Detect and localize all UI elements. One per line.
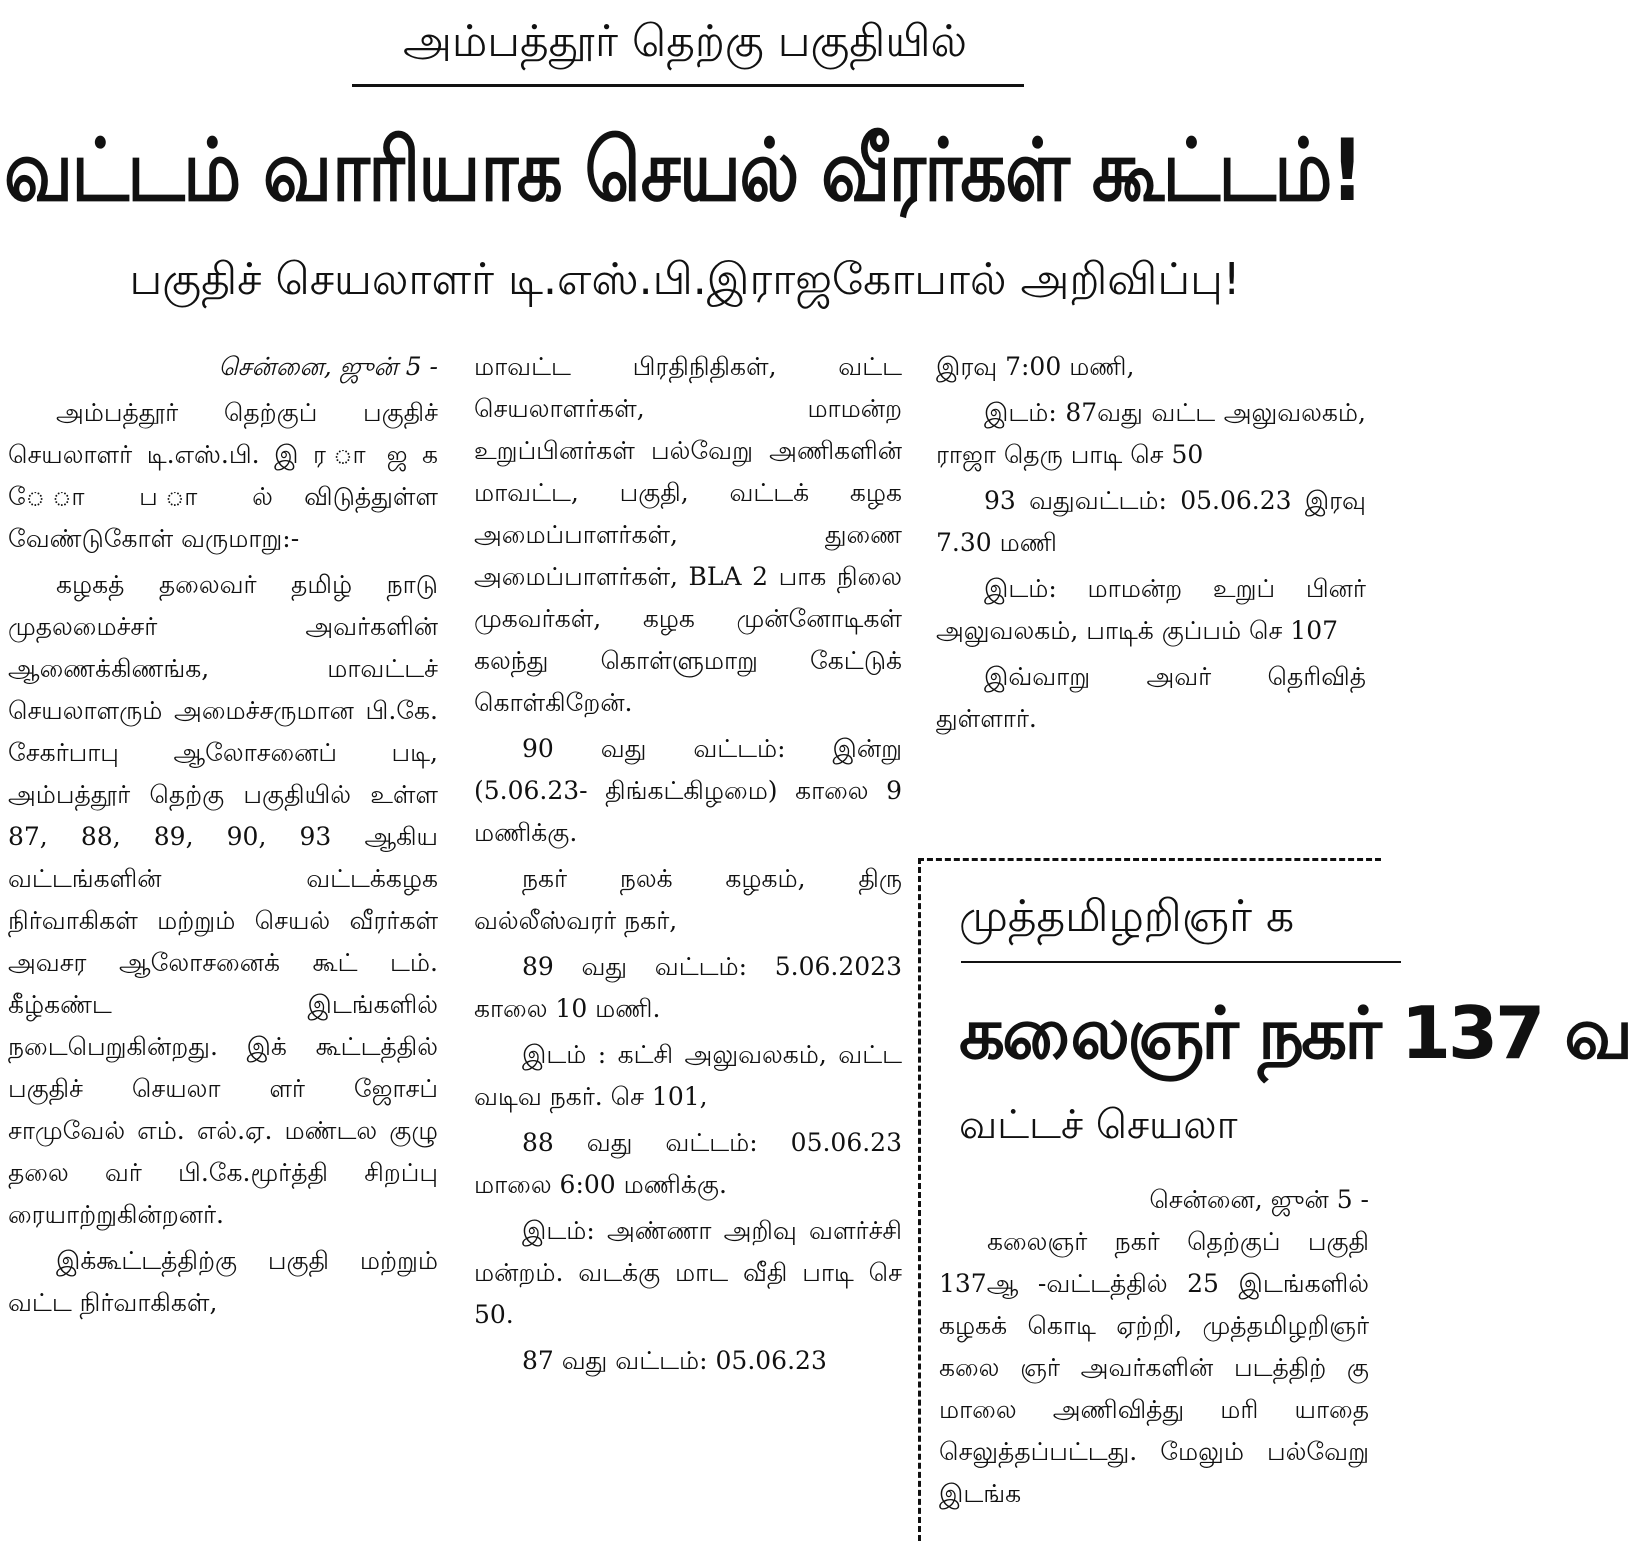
subheadline: பகுதிச் செயலாளர் டி.எஸ்.பி.இராஜகோபால் அறிவிப்பு! (129, 254, 1241, 305)
article-paragraph: 87 வது வட்டம்: 05.06.23 (522, 1346, 827, 1375)
sidebar-dateline: சென்னை, ஜுன் 5 - (1149, 1185, 1369, 1214)
article-paragraph: 89 வது வட்டம்: 5.06.2023 காலை 10 மணி. (474, 952, 902, 1023)
article-paragraph: இரவு 7:00 மணி, (936, 352, 1135, 381)
article-paragraph: இக்கூட்டத்திற்கு பகுதி மற்றும் வட்ட நிர்வாகிகள், (8, 1246, 438, 1317)
sidebar-kicker: முத்தமிழறிஞர் க (959, 891, 1295, 942)
article-paragraph: மாவட்ட பிரதிநிதிகள், வட்ட செயலாளர்கள், மாமன்ற உறுப்பினர்கள் பல்வேறு அணிகளின் மாவட்ட, பகுதி, வட்டக் கழக அமைப்பாளர்கள், துணை அமைப்பாளர்கள், BLA 2 பாக நிலை முகவர்கள், கழக முன்னோடிகள் கலந்து கொள்ளுமாறு கேட்டுக் கொள்கிறேன். (474, 352, 902, 717)
article-paragraph: இவ்வாறு அவர் தெரிவித் துள்ளார். (936, 662, 1366, 733)
article-paragraph: 90 வது வட்டம்: இன்று (5.06.23- திங்கட்கிழமை) காலை 9 மணிக்கு. (474, 734, 902, 847)
article-paragraph: 93 வதுவட்டம்: 05.06.23 இரவு 7.30 மணி (936, 486, 1366, 557)
headline-text: வட்டம் வாரியாக செயல் வீரர்கள் கூட்டம்! (4, 121, 1362, 221)
article-paragraph: கழகத் தலைவர் தமிழ் நாடு முதலமைச்சர் அவர்களின் ஆணைக்கிணங்க, மாவட்டச் செயலாளரும் அமைச்சருமான பி.கே. சேகர்பாபு ஆலோசனைப் படி, அம்பத்தூர் தெற்கு பகுதியில் உள்ள 87, 88, 89, 90, 93 ஆகிய வட்டங்களின் வட்டக்கழக நிர்வாகிகள் மற்றும் செயல் வீரர்கள் அவசர ஆலோசனைக் கூட் டம். கீழ்கண்ட இடங்களில் நடைபெறுகின்றது. இக் கூட்டத்தில் பகுதிச் செயலா ளர் ஜோசப் சாமுவேல் எம். எல்.ஏ. மண்டல குழு தலை வர் பி.கே.மூர்த்தி சிறப்பு ரையாற்றுகின்றனர். (8, 570, 438, 1229)
article-paragraph: இடம்: 87வது வட்ட அலுவலகம், ராஜா தெரு பாடி செ 50 (936, 398, 1366, 469)
sidebar-story-box (918, 858, 1630, 1541)
sidebar-body (939, 1179, 1369, 1515)
sidebar-kicker-rule (961, 961, 1401, 963)
article-paragraph: நகர் நலக் கழகம், திரு வல்லீஸ்வரர் நகர், (474, 864, 902, 935)
sidebar-headline: கலைஞர் நகர் 137 வ (959, 991, 1630, 1075)
sidebar-subheadline: வட்டச் செயலா (959, 1102, 1238, 1148)
article-column-2 (474, 346, 902, 1526)
article-paragraph: இடம்: மாமன்ற உறுப் பினர் அலுவலகம், பாடிக் குப்பம் செ 107 (936, 574, 1366, 645)
article-paragraph: இடம்: அண்ணா அறிவு வளர்ச்சி மன்றம். வடக்கு மாட வீதி பாடி செ 50. (474, 1216, 902, 1329)
sidebar-paragraph: கலைஞர் நகர் தெற்குப் பகுதி 137ஆ -வட்டத்தில் 25 இடங்களில் கழகக் கொடி ஏற்றி, முத்தமிழறிஞர் கலை ஞர் அவர்களின் படத்திற் கு மாலை அணிவித்து மரி யாதை செலுத்தப்பட்டது. மேலும் பல்வேறு இடங்க (939, 1227, 1369, 1508)
kicker-rule (352, 84, 1024, 87)
article-paragraph: அம்பத்தூர் தெற்குப் பகுதிச் செயலாளர் டி.எஸ்.பி. இ ர ா ஜ க ே ா ப ா ல் விடுத்துள்ள வேண்டுகோள் வருமாறு:- (8, 398, 438, 553)
article-paragraph: 88 வது வட்டம்: 05.06.23 மாலை 6:00 மணிக்கு. (474, 1128, 902, 1199)
kicker: அம்பத்தூர் தெற்கு பகுதியில் (402, 16, 968, 67)
headline (4, 112, 1370, 230)
article-column-1 (8, 346, 438, 1526)
dateline: சென்னை, ஜுன் 5 - (218, 352, 438, 381)
article-paragraph: இடம் : கட்சி அலுவலகம், வட்ட வடிவ நகர். செ 101, (474, 1040, 902, 1111)
article-column-3 (936, 346, 1366, 846)
